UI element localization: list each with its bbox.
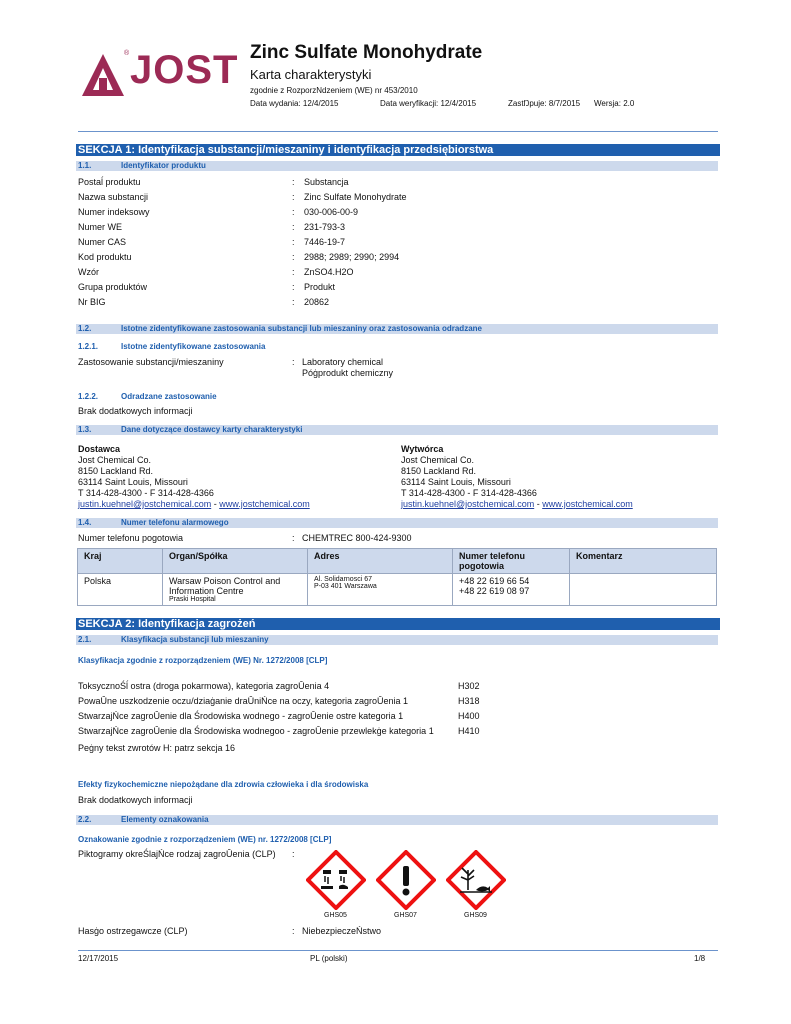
no-info-text: Brak dodatkowych informacji <box>78 406 193 416</box>
emergency-key: Numer telefonu pogotowia <box>78 533 184 543</box>
subsection-1-2-number: 1.2. <box>78 324 92 333</box>
subsection-2-2-label: Elementy oznakowania <box>121 815 209 824</box>
subsection-2-1-number: 2.1. <box>78 635 92 644</box>
manufacturer-city: 63114 Saint Louis, Missouri <box>401 477 511 487</box>
header-divider <box>78 131 718 132</box>
signal-value: NiebezpieczeŃstwo <box>302 926 382 936</box>
field-value: 7446-19-7 <box>304 237 346 247</box>
subsection-2-1-bar <box>76 635 718 645</box>
manufacturer-phone: T 314-428-4300 - F 314-428-4366 <box>401 488 537 498</box>
emergency-value: CHEMTREC 800-424-9300 <box>302 533 412 543</box>
hazard-text: ToksycznoŚĺ ostra (droga pokarmowa), kategoria zagroŪenia 4 <box>78 681 330 691</box>
field-colon: : <box>292 267 295 277</box>
manufacturer-block <box>401 444 633 510</box>
manufacturer-heading: Wytwórca <box>401 444 444 454</box>
subsection-1-3-bar <box>76 425 718 435</box>
col-phone: Numer telefonu pogotowia <box>453 549 570 574</box>
subsection-1-2-bar <box>76 324 718 334</box>
field-key: Nr BIG <box>78 297 106 307</box>
section-1-bar <box>76 144 720 156</box>
field-colon: : <box>292 252 295 262</box>
supplier-city: 63114 Saint Louis, Missouri <box>78 477 188 487</box>
subsection-1-2-1-number: 1.2.1. <box>78 342 99 351</box>
field-key: Kod produktu <box>78 252 132 262</box>
table-row <box>78 574 717 606</box>
list-item <box>78 265 678 280</box>
full-text-note: Peġny tekst zwrotów H: patrz sekcja 16 <box>78 743 236 753</box>
corrosion-icon <box>306 850 366 910</box>
signal-key: Hasġo ostrzegawcze (CLP) <box>78 926 188 936</box>
section-1-title: SEKCJA 1: Identyfikacja substancji/mieszaniny i identyfikacja przedsiębiorstwa <box>78 144 494 156</box>
use-value-1: Laboratory chemical <box>302 357 384 367</box>
field-key: Grupa produktów <box>78 282 148 292</box>
subsection-1-3-number: 1.3. <box>78 425 92 434</box>
subsection-2-2-bar <box>76 815 718 825</box>
list-item <box>78 295 678 310</box>
ghs05-pictogram <box>306 850 366 910</box>
field-colon: : <box>292 237 295 247</box>
table-header-row <box>78 549 717 574</box>
manufacturer-email-link[interactable]: justin.kuehnel@jostchemical.com <box>401 499 535 509</box>
col-country: Kraj <box>78 549 163 574</box>
supplier-street: 8150 Lackland Rd. <box>78 466 154 476</box>
org-name: Warsaw Poison Control and Information Centre <box>169 576 281 596</box>
issue-date: Data wydania: 12/4/2015 <box>250 99 339 108</box>
manufacturer-name: Jost Chemical Co. <box>401 455 475 465</box>
regulation-note: zgodnie z RozporzNdzeniem (WE) nr 453/2010 <box>250 86 418 95</box>
org-sub: Praski Hospital <box>169 596 216 603</box>
manufacturer-contact <box>401 499 633 510</box>
field-value: 2988; 2989; 2990; 2994 <box>304 252 400 262</box>
field-value: 030-006-00-9 <box>304 207 359 217</box>
field-key: Numer WE <box>78 222 123 232</box>
cell-address <box>308 574 453 606</box>
supplier-sep: - <box>211 499 220 509</box>
ghs05-label: GHS05 <box>324 912 347 919</box>
cell-country: Polska <box>78 574 163 606</box>
manufacturer-sep: - <box>534 499 543 509</box>
manufacturer-web-link[interactable]: www.jostchemical.com <box>542 499 633 509</box>
subsection-1-4-label: Numer telefonu alarmowego <box>121 518 229 527</box>
footer-page: 1/8 <box>694 954 706 963</box>
ghs07-label: GHS07 <box>394 912 417 919</box>
field-value: ZnSO4.H2O <box>304 267 354 277</box>
ghs07-pictogram <box>376 850 436 910</box>
footer-language: PL (polski) <box>310 954 348 963</box>
check-date: Data weryfikacji: 12/4/2015 <box>380 99 477 108</box>
address-line-2: P-03 401 Warszawa <box>314 583 377 590</box>
pictograms-key: Piktogramy okreŚlajŃce rodzaj zagroŪenia (CLP) <box>78 849 276 859</box>
subsection-2-2-number: 2.2. <box>78 815 92 824</box>
list-item <box>78 280 678 295</box>
document-subtitle: Karta charakterystyki <box>250 67 372 82</box>
supplier-block <box>78 444 310 510</box>
environment-icon <box>446 850 506 910</box>
field-key: Numer indeksowy <box>78 207 150 217</box>
list-item <box>78 205 678 220</box>
exclamation-icon <box>376 850 436 910</box>
version: Wersja: 2.0 <box>594 99 635 108</box>
document-title: Zinc Sulfate Monohydrate <box>250 42 483 63</box>
phone-2: +48 22 619 08 97 <box>459 586 530 596</box>
registered-mark: ® <box>124 50 130 57</box>
subsection-1-1-label: Identyfikator produktu <box>121 161 206 170</box>
field-colon: : <box>292 222 295 232</box>
phone-1: +48 22 619 66 54 <box>459 576 530 586</box>
subsection-1-4-bar <box>76 518 718 528</box>
signal-colon: : <box>292 926 295 936</box>
clp-heading: Klasyfikacja zgodnie z rozporządzeniem (WE) Nr. 1272/2008 [CLP] <box>78 656 328 665</box>
field-value: Produkt <box>304 282 336 292</box>
section-2-bar <box>76 618 720 630</box>
subsection-1-1-number: 1.1. <box>78 161 92 170</box>
physchem-no-info: Brak dodatkowych informacji <box>78 795 193 805</box>
field-value: 20862 <box>304 297 330 307</box>
hazard-code: H400 <box>458 711 480 721</box>
emergency-colon: : <box>292 533 295 543</box>
field-key: Nazwa substancji <box>78 192 149 202</box>
footer-divider <box>78 950 718 951</box>
cell-comment <box>570 574 717 606</box>
list-item <box>78 190 678 205</box>
subsection-1-2-label: Istotne zidentyfikowane zastosowania substancji lub mieszaniny oraz zastosowania odradzane <box>121 324 482 333</box>
subsection-1-2-2-label: Odradzane zastosowanie <box>121 392 217 401</box>
supplier-phone: T 314-428-4300 - F 314-428-4366 <box>78 488 214 498</box>
field-value: Substancja <box>304 177 349 187</box>
hazard-text: StwarzajŃce zagroŪenie dla Środowiska wodnego - zagroŪenie ostre kategoria 1 <box>78 711 404 721</box>
col-org: Organ/Spółka <box>163 549 308 574</box>
list-item <box>78 175 678 190</box>
hazard-code: H410 <box>458 726 480 736</box>
field-key: Wzór <box>78 267 99 277</box>
footer-date: 12/17/2015 <box>78 954 119 963</box>
field-colon: : <box>292 282 295 292</box>
emergency-table <box>77 548 717 606</box>
hazard-text: PowaŪne uszkodzenie oczu/dziaġanie draŪniŃce na oczy, kategoria zagroŪenia 1 <box>78 696 409 706</box>
address-line-1: Al. Solidarnosci 67 <box>314 576 372 583</box>
supplier-name: Jost Chemical Co. <box>78 455 152 465</box>
supplier-web-link[interactable]: www.jostchemical.com <box>219 499 310 509</box>
subsection-1-3-label: Dane dotyczące dostawcy karty charakterystyki <box>121 425 303 434</box>
hazard-code: H302 <box>458 681 480 691</box>
company-logo <box>80 48 240 100</box>
use-key: Zastosowanie substancji/mieszaniny <box>78 357 224 367</box>
field-value: 231-793-3 <box>304 222 346 232</box>
subsection-1-4-number: 1.4. <box>78 518 92 527</box>
hazard-text: StwarzajŃce zagroŪenie dla Środowiska wodnegoo - zagroŪenie przewlekġe kategoria 1 <box>78 726 434 736</box>
cell-org <box>163 574 308 606</box>
field-colon: : <box>292 177 295 187</box>
ghs09-pictogram <box>446 850 506 910</box>
use-value-2: Póġprodukt chemiczny <box>302 368 394 378</box>
list-item <box>78 235 678 250</box>
field-colon: : <box>292 207 295 217</box>
field-colon: : <box>292 192 295 202</box>
field-key: Numer CAS <box>78 237 127 247</box>
use-colon: : <box>292 357 295 367</box>
subsection-2-1-label: Klasyfikacja substancji lub mieszaniny <box>121 635 269 644</box>
col-comment: Komentarz <box>570 549 717 574</box>
subsection-1-1-bar <box>76 161 718 171</box>
supplier-contact <box>78 499 310 510</box>
field-value: Zinc Sulfate Monohydrate <box>304 192 407 202</box>
logo-mark-icon <box>80 52 126 98</box>
manufacturer-street: 8150 Lackland Rd. <box>401 466 477 476</box>
supplier-heading: Dostawca <box>78 444 121 454</box>
list-item <box>78 220 678 235</box>
pictograms-colon: : <box>292 849 295 859</box>
ghs09-label: GHS09 <box>464 912 487 919</box>
logo-text: JOST <box>130 48 239 92</box>
label-heading: Oznakowanie zgodnie z rozporządzeniem (WE) nr. 1272/2008 [CLP] <box>78 835 332 844</box>
supplier-email-link[interactable]: justin.kuehnel@jostchemical.com <box>78 499 212 509</box>
list-item <box>78 250 678 265</box>
physchem-heading: Efekty fizykochemiczne niepożądane dla zdrowia człowieka i dla środowiska <box>78 780 369 789</box>
replaces-date: ZastŊpuje: 8/7/2015 <box>508 99 581 108</box>
cell-phone <box>453 574 570 606</box>
col-address: Adres <box>308 549 453 574</box>
subsection-1-2-1-label: Istotne zidentyfikowane zastosowania <box>121 342 266 351</box>
section-2-title: SEKCJA 2: Identyfikacja zagrożeń <box>78 618 256 630</box>
subsection-1-2-2-number: 1.2.2. <box>78 392 99 401</box>
field-key: Postaĺ produktu <box>78 177 141 187</box>
field-colon: : <box>292 297 295 307</box>
hazard-code: H318 <box>458 696 480 706</box>
